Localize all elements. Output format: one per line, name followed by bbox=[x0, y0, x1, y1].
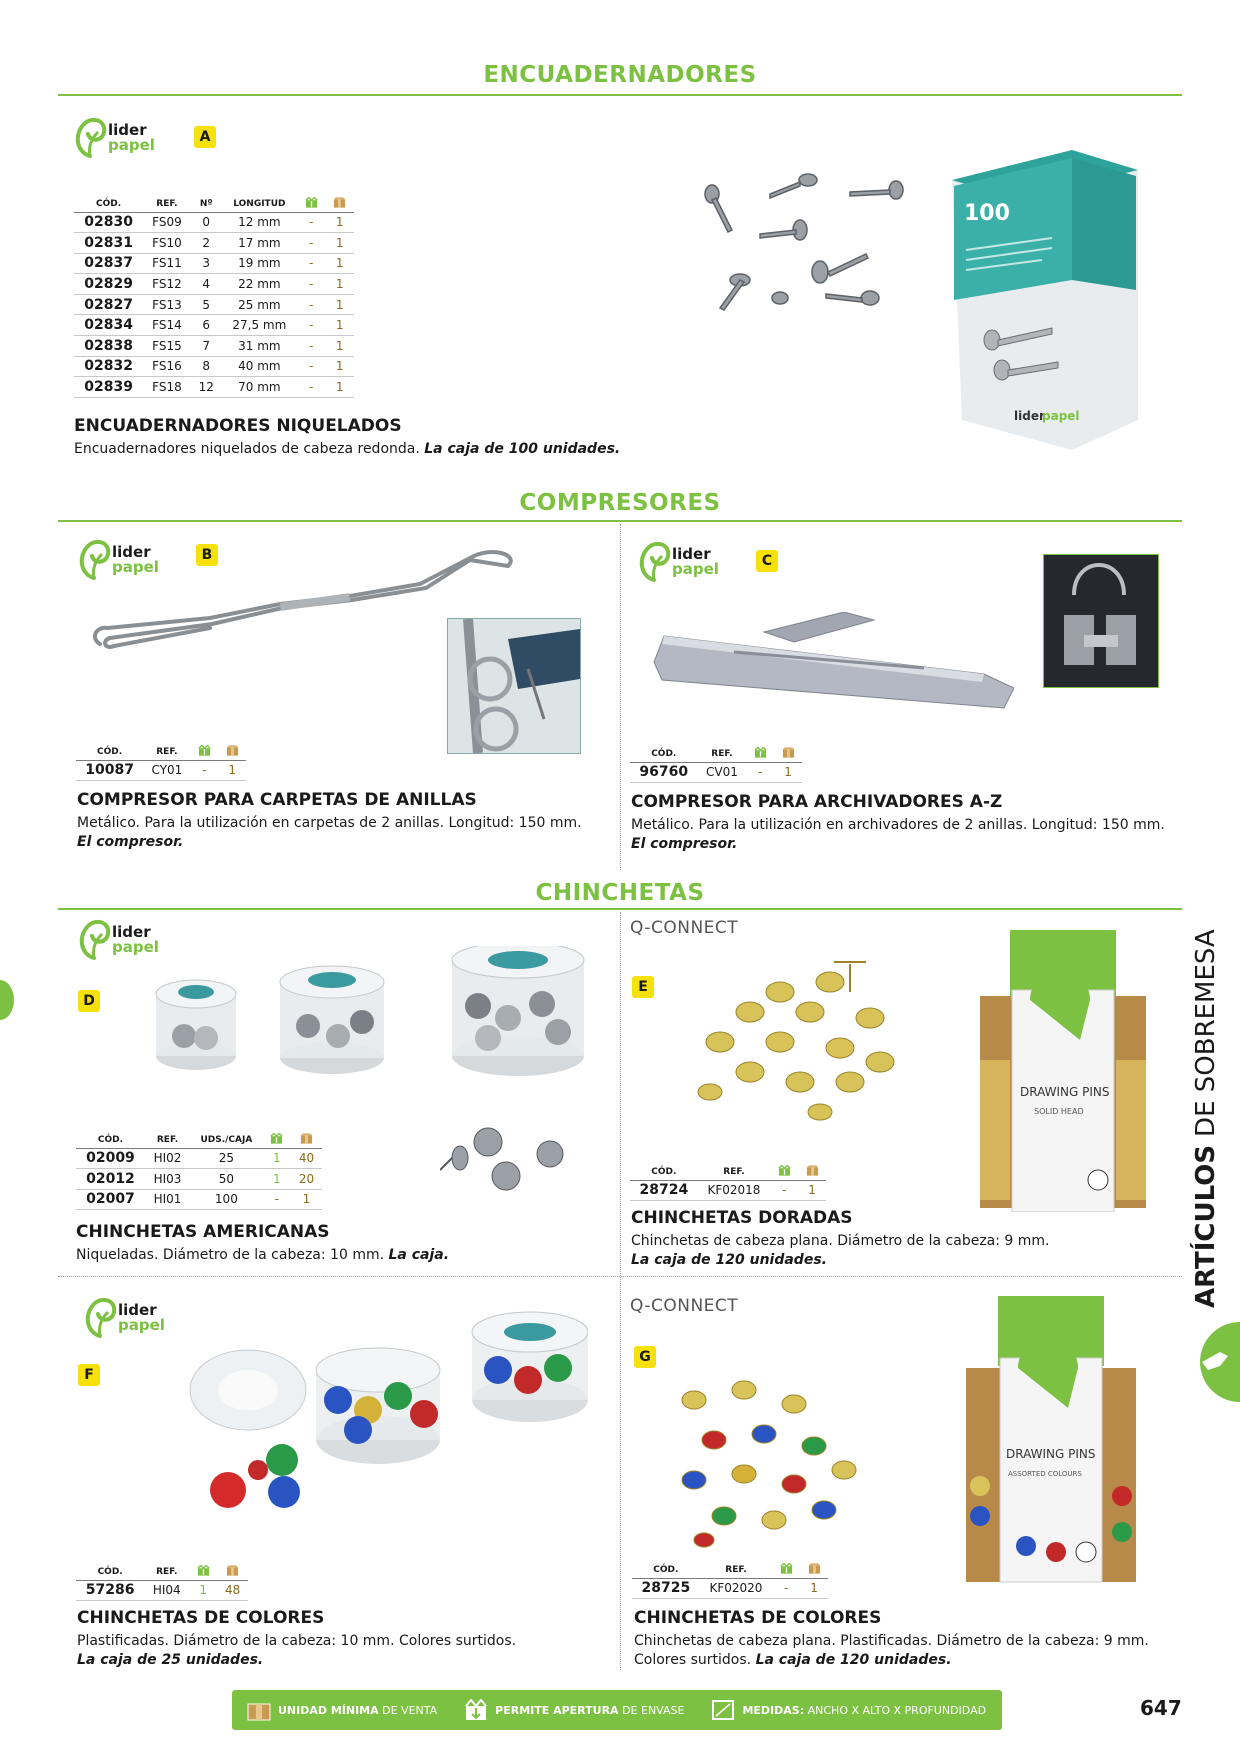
product-badge-f: F bbox=[78, 1364, 100, 1386]
table-row: 02012 HI03 50 1 20 bbox=[76, 1169, 322, 1190]
product-desc-a: Encuadernadores niquelados de cabeza redonda. La caja de 100 unidades. bbox=[74, 441, 621, 457]
col-cod: CÓD. bbox=[632, 1560, 700, 1578]
svg-text:SOLID HEAD: SOLID HEAD bbox=[1034, 1107, 1084, 1116]
table-row: 28724 KF02018 - 1 bbox=[630, 1180, 826, 1201]
product-desc-g: Chinchetas de cabeza plana. Plastificadas. Diámetro de la cabeza: 9 mm. Colores surtidos. La caja de 120 unidades. bbox=[634, 1633, 1149, 1668]
product-badge-c: C bbox=[756, 550, 778, 572]
box-icon bbox=[798, 1162, 826, 1180]
column-divider bbox=[620, 524, 621, 870]
col-ref: REF. bbox=[700, 1560, 772, 1578]
product-table-b bbox=[76, 742, 246, 781]
box-icon bbox=[217, 1562, 248, 1580]
fasteners-box-image bbox=[952, 150, 1138, 450]
svg-text:papel: papel bbox=[108, 136, 155, 154]
product-desc-b: Metálico. Para la utilización en carpetas de 2 anillas. Longitud: 150 mm. El compresor. bbox=[77, 815, 582, 850]
svg-text:DRAWING PINS: DRAWING PINS bbox=[1020, 1085, 1110, 1099]
col-ref: REF. bbox=[143, 194, 190, 212]
color-pins-pack-image bbox=[966, 1296, 1136, 1586]
section-divider bbox=[58, 520, 1182, 522]
svg-text:papel: papel bbox=[118, 1316, 165, 1334]
box-icon bbox=[325, 194, 354, 212]
table-row: 57286 HI04 1 48 bbox=[76, 1580, 248, 1601]
svg-text:lider: lider bbox=[112, 923, 151, 941]
svg-text:100: 100 bbox=[964, 201, 1010, 226]
table-row: 10087 CY01 - 1 bbox=[76, 760, 246, 781]
product-title-g: CHINCHETAS DE COLORES bbox=[634, 1608, 882, 1628]
col-ref: REF. bbox=[698, 1162, 770, 1180]
open-box-icon bbox=[189, 1562, 217, 1580]
open-box-icon bbox=[263, 1130, 291, 1148]
svg-text:papel: papel bbox=[112, 558, 159, 576]
svg-text:lider: lider bbox=[108, 121, 147, 139]
col-ref: REF. bbox=[143, 742, 190, 760]
column-divider bbox=[620, 912, 621, 1670]
footer-legend bbox=[232, 1690, 1002, 1730]
svg-text:lider: lider bbox=[1014, 409, 1045, 423]
left-edge-tab-icon bbox=[0, 980, 14, 1020]
product-table-c bbox=[630, 744, 802, 783]
pins-jars-image bbox=[148, 946, 588, 1076]
product-badge-b: B bbox=[196, 544, 218, 566]
col-ref: REF. bbox=[698, 744, 747, 762]
legend-apertura: PERMITE APERTURA DE ENVASE bbox=[463, 1699, 684, 1721]
svg-text:ASSORTED COLOURS: ASSORTED COLOURS bbox=[1008, 1470, 1082, 1478]
product-badge-g: G bbox=[634, 1346, 656, 1368]
table-row: 02009 HI02 25 1 40 bbox=[76, 1148, 322, 1169]
product-desc-c: Metálico. Para la utilización en archivadores de 2 anillas. Longitud: 150 mm. El compresor. bbox=[631, 817, 1165, 852]
compressor-metal-image bbox=[644, 612, 1014, 712]
svg-text:papel: papel bbox=[1042, 409, 1080, 423]
open-box-icon bbox=[772, 1560, 800, 1578]
table-row: 28725 KF02020 - 1 bbox=[632, 1578, 828, 1599]
lider-papel-logo bbox=[82, 1296, 182, 1340]
product-title-a: ENCUADERNADORES NIQUELADOS bbox=[74, 416, 402, 436]
product-badge-d: D bbox=[78, 990, 100, 1012]
open-box-icon bbox=[746, 744, 774, 762]
svg-text:lider: lider bbox=[118, 1301, 157, 1319]
product-table-g bbox=[632, 1560, 828, 1599]
loose-pins-image bbox=[440, 1118, 580, 1194]
row-divider bbox=[58, 1276, 1182, 1277]
table-row: 02834 FS14 6 27,5 mm - 1 bbox=[74, 315, 354, 336]
col-uds: UDS./CAJA bbox=[190, 1130, 262, 1148]
col-cod: CÓD. bbox=[74, 194, 143, 212]
table-row: 02829 FS12 4 22 mm - 1 bbox=[74, 274, 354, 295]
product-title-e: CHINCHETAS DORADAS bbox=[631, 1208, 853, 1228]
box-icon bbox=[800, 1560, 828, 1578]
box-icon bbox=[291, 1130, 322, 1148]
col-ref: REF. bbox=[144, 1562, 189, 1580]
color-pins-image bbox=[664, 1370, 874, 1550]
product-desc-d: Niqueladas. Diámetro de la cabeza: 10 mm. La caja. bbox=[76, 1247, 450, 1263]
color-pins-jars-image bbox=[188, 1310, 588, 1520]
product-badge-e: E bbox=[632, 976, 654, 998]
svg-text:lider: lider bbox=[112, 543, 151, 561]
box-icon bbox=[774, 744, 802, 762]
section-divider bbox=[58, 94, 1182, 96]
col-cod: CÓD. bbox=[76, 1130, 145, 1148]
product-title-f: CHINCHETAS DE COLORES bbox=[77, 1608, 325, 1628]
product-desc-f: Plastificadas. Diámetro de la cabeza: 10 mm. Colores surtidos. La caja de 25 unidades. bbox=[77, 1633, 517, 1668]
product-table-f bbox=[76, 1562, 248, 1601]
lider-papel-logo bbox=[636, 540, 736, 584]
product-title-c: COMPRESOR PARA ARCHIVADORES A-Z bbox=[631, 792, 1003, 812]
svg-text:ARTÍCULOSDE SOBREMESA: ARTÍCULOSDE SOBREMESA bbox=[1191, 929, 1221, 1308]
fasteners-image bbox=[700, 168, 930, 318]
svg-text:papel: papel bbox=[112, 938, 159, 956]
section-title-encuadernadores: ENCUADERNADORES bbox=[483, 62, 757, 88]
product-table-e bbox=[630, 1162, 826, 1201]
open-box-icon bbox=[297, 194, 326, 212]
col-ref: REF. bbox=[145, 1130, 190, 1148]
gold-pins-pack-image bbox=[980, 930, 1146, 1212]
qconnect-logo: Q-CONNECT bbox=[630, 1296, 739, 1316]
product-desc-e: Chinchetas de cabeza plana. Diámetro de la cabeza: 9 mm. La caja de 120 unidades. bbox=[631, 1233, 1050, 1268]
section-divider bbox=[58, 908, 1182, 910]
product-table-d bbox=[76, 1130, 322, 1210]
col-cod: CÓD. bbox=[76, 742, 143, 760]
box-icon bbox=[218, 742, 246, 760]
lider-papel-logo bbox=[72, 116, 172, 160]
table-row: 02830 FS09 0 12 mm - 1 bbox=[74, 212, 354, 233]
table-row: 02827 FS13 5 25 mm - 1 bbox=[74, 294, 354, 315]
product-title-d: CHINCHETAS AMERICANAS bbox=[76, 1222, 330, 1242]
open-box-icon bbox=[770, 1162, 798, 1180]
compressor-binder-photo bbox=[447, 618, 581, 754]
section-title-compresores: COMPRESORES bbox=[519, 490, 721, 516]
col-longitud: LONGITUD bbox=[222, 194, 297, 212]
svg-text:DRAWING PINS: DRAWING PINS bbox=[1006, 1447, 1096, 1461]
svg-text:papel: papel bbox=[672, 560, 719, 578]
sidebar-category-label bbox=[1178, 910, 1238, 1310]
product-table-a bbox=[74, 194, 354, 398]
sidebar-hand-icon bbox=[1180, 1322, 1240, 1402]
legend-medidas: MEDIDAS: ANCHO X ALTO X PROFUNDIDAD bbox=[710, 1699, 986, 1721]
table-row: 02837 FS11 3 19 mm - 1 bbox=[74, 253, 354, 274]
col-cod: CÓD. bbox=[630, 1162, 698, 1180]
table-row: 02832 FS16 8 40 mm - 1 bbox=[74, 356, 354, 377]
page-number: 647 bbox=[1140, 1696, 1182, 1720]
compressor-archiver-photo bbox=[1043, 554, 1159, 688]
table-row: 02838 FS15 7 31 mm - 1 bbox=[74, 336, 354, 357]
col-n: Nº bbox=[191, 194, 222, 212]
open-box-icon bbox=[191, 742, 219, 760]
product-title-b: COMPRESOR PARA CARPETAS DE ANILLAS bbox=[77, 790, 477, 810]
col-cod: CÓD. bbox=[76, 1562, 144, 1580]
box-icon bbox=[246, 1699, 272, 1721]
gold-pins-image bbox=[680, 952, 920, 1122]
dimensions-icon bbox=[710, 1699, 736, 1721]
table-row: 02831 FS10 2 17 mm - 1 bbox=[74, 233, 354, 254]
legend-unidad: UNIDAD MÍNIMA DE VENTA bbox=[246, 1699, 437, 1721]
table-row: 02007 HI01 100 - 1 bbox=[76, 1189, 322, 1210]
product-badge-a: A bbox=[194, 126, 216, 148]
table-row: 96760 CV01 - 1 bbox=[630, 762, 802, 783]
open-box-icon bbox=[463, 1699, 489, 1721]
section-title-chinchetas: CHINCHETAS bbox=[535, 880, 705, 906]
col-cod: CÓD. bbox=[630, 744, 698, 762]
qconnect-logo: Q-CONNECT bbox=[630, 918, 739, 938]
svg-text:lider: lider bbox=[672, 545, 711, 563]
table-row: 02839 FS18 12 70 mm - 1 bbox=[74, 377, 354, 398]
